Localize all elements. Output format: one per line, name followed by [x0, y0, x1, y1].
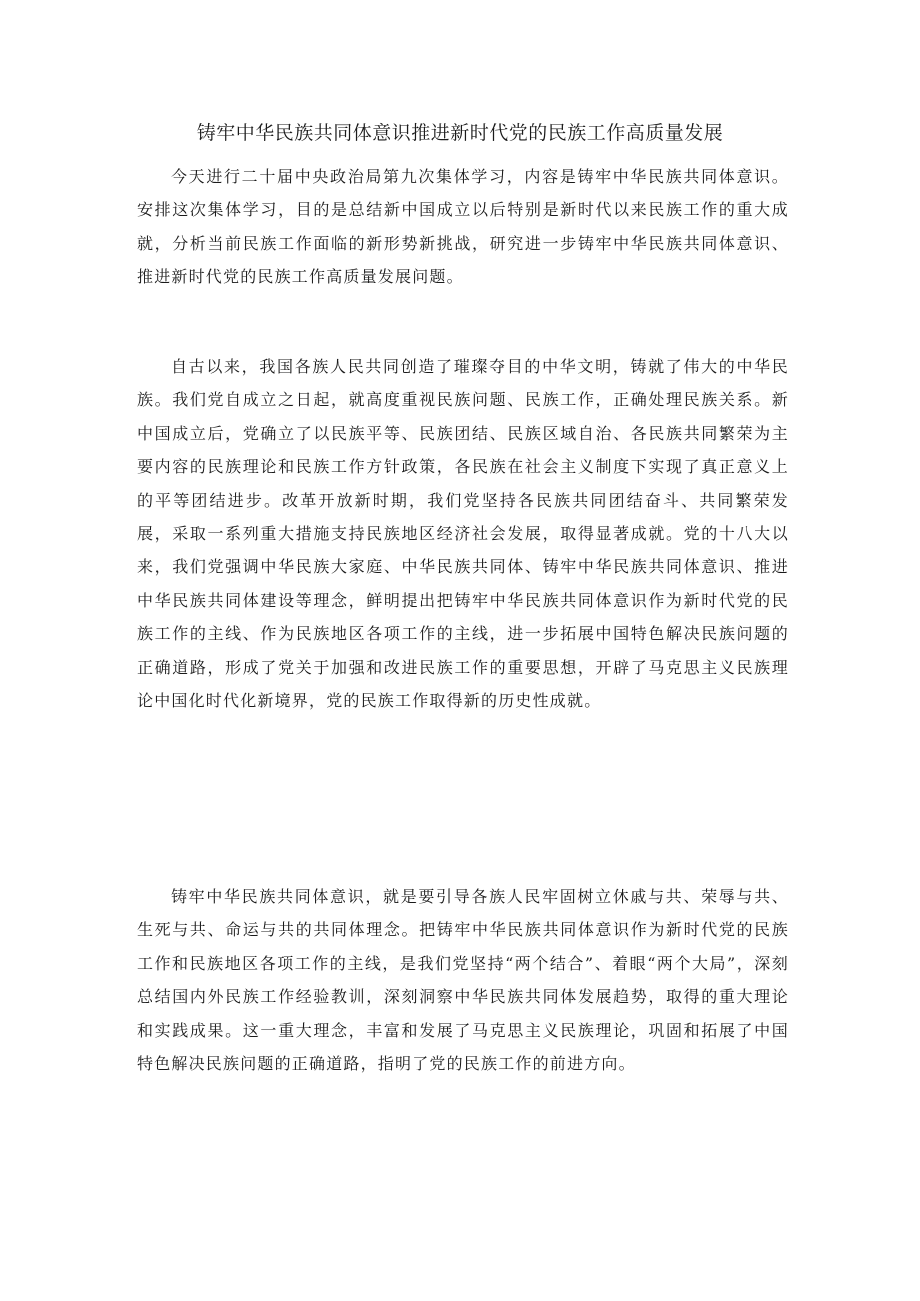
paragraph-3: 铸牢中华民族共同体意识，就是要引导各族人民牢固树立休戚与共、荣辱与共、生死与共、命运与共的共同体理念。把铸牢中华民族共同体意识作为新时代党的民族工作和民族地区各项工作的主线，是我们党坚持“两个结合”、着眼“两个大局”，深刻总结国内外民族工作经验教训，深刻洞察中华民族共同体发展趋势，取得的重大理论和实践成果。这一重大理念，丰富和发展了马克思主义民族理论，巩固和拓展了中国特色解决民族问题的正确道路，指明了党的民族工作的前进方向。	[137, 887, 789, 1074]
paragraph-2: 自古以来，我国各族人民共同创造了璀璨夺目的中华文明，铸就了伟大的中华民族。我们党自成立之日起，就高度重视民族问题、民族工作，正确处理民族关系。新中国成立后，党确立了以民族平等、民族团结、民族区域自治、各民族共同繁荣为主要内容的民族理论和民族工作方针政策，各民族在社会主义制度下实现了真正意义上的平等团结进步。改革开放新时期，我们党坚持各民族共同团结奋斗、共同繁荣发展，采取一系列重大措施支持民族地区经济社会发展，取得显著成就。党的十八大以来，我们党强调中华民族大家庭、中华民族共同体、铸牢中华民族共同体意识、推进中华民族共同体建设等理念，鲜明提出把铸牢中华民族共同体意识作为新时代党的民族工作的主线、作为民族地区各项工作的主线，进一步拓展中国特色解决民族问题的正确道路，形成了党关于加强和改进民族工作的重要思想，开辟了马克思主义民族理论中国化时代化新境界，党的民族工作取得新的历史性成就。	[137, 357, 789, 711]
paragraph-1: 今天进行二十届中央政治局第九次集体学习，内容是铸牢中华民族共同体意识。安排这次集体学习，目的是总结新中国成立以后特别是新时代以来民族工作的重大成就，分析当前民族工作面临的新形势新挑战，研究进一步铸牢中华民族共同体意识、推进新时代党的民族工作高质量发展问题。	[137, 167, 789, 287]
document-title: 铸牢中华民族共同体意识推进新时代党的民族工作高质量发展	[196, 122, 724, 144]
